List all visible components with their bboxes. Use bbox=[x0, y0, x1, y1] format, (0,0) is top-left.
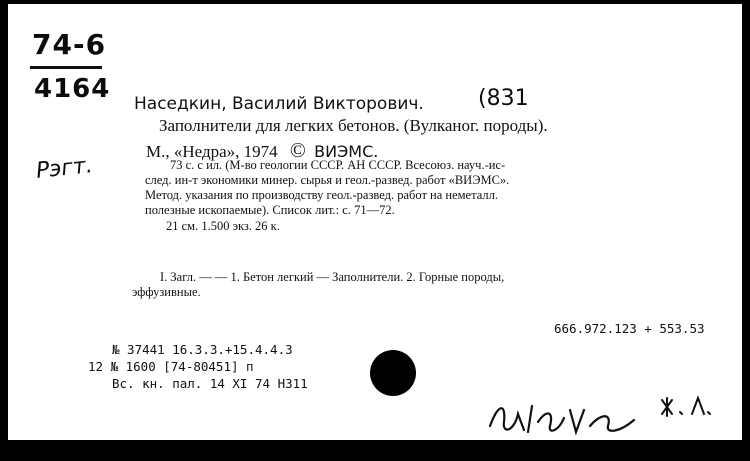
publisher: ВИЭМС. bbox=[314, 142, 379, 161]
signature-right bbox=[658, 392, 728, 422]
book-title: Заполнители для легких бетонов. (Вулканог. породы). bbox=[159, 116, 548, 135]
imprint: М., «Недра», 1974 bbox=[146, 142, 278, 161]
id-line-3: Вс. кн. пал. 14 XI 74 Н311 bbox=[112, 376, 308, 391]
catalog-card bbox=[8, 4, 742, 440]
udc-code: 666.972.123 + 553.53 bbox=[554, 321, 705, 336]
body-line-4: полезные ископаемые). Список лит.: с. 71—72. bbox=[145, 203, 395, 217]
subjects-line-1: I. Загл. — — 1. Бетон легкий — Заполнители. 2. Горные породы, bbox=[160, 270, 505, 284]
id-line-1: № 37441 16.3.3.+15.4.4.3 bbox=[112, 342, 293, 357]
author-handwritten-note: (831 bbox=[478, 86, 529, 111]
side-handwritten-note: Рэгт. bbox=[34, 153, 94, 184]
body-line-2: след. ин-т экономики минер. сырья и геол.-развед. работ «ВИЭМС». bbox=[145, 173, 510, 187]
call-number-top: 74-6 bbox=[32, 28, 107, 61]
size-line: 21 см. 1.500 экз. 26 к. bbox=[166, 219, 280, 233]
copyright-icon: © bbox=[289, 138, 306, 162]
signature-left bbox=[484, 392, 654, 440]
id-line-2: 12 № 1600 [74-80451] п bbox=[88, 359, 254, 374]
call-number-bottom: 4164 bbox=[34, 74, 111, 104]
punch-hole bbox=[370, 350, 416, 396]
body-line-1: 73 с. с ил. (М-во геологии СССР. АН СССР. Всесоюз. науч.-ис- bbox=[170, 158, 506, 172]
call-number-divider bbox=[30, 66, 102, 69]
author-name: Наседкин, Василий Викторович. bbox=[134, 94, 424, 114]
body-line-3: Метод. указания по производству геол.-развед. работ на неметалл. bbox=[145, 188, 498, 202]
subjects-line-2: эффузивные. bbox=[132, 285, 201, 299]
